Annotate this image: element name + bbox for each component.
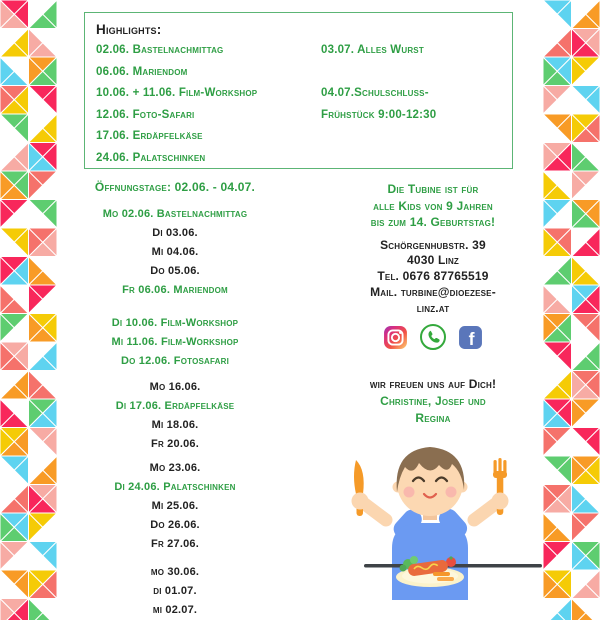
schedule-week bbox=[70, 378, 280, 454]
schedule-weeks bbox=[70, 205, 280, 620]
address-line: 4030 Linz bbox=[327, 253, 539, 269]
schedule-entry: Mo 16.06. bbox=[70, 378, 280, 397]
schedule-entry: di 01.07. bbox=[70, 582, 280, 601]
schedule-entry: Mi 18.06. bbox=[70, 416, 280, 435]
schedule-entry: Do 12.06. Fotosafari bbox=[70, 352, 280, 371]
schedule-week bbox=[70, 459, 280, 554]
schedule-entry: mi 02.07. bbox=[70, 601, 280, 620]
address-line: linz.at bbox=[327, 301, 539, 317]
intro-line: Die Tubine ist für bbox=[327, 181, 539, 198]
boy-eating-illustration bbox=[330, 430, 550, 600]
schedule-entry: Do 26.06. bbox=[70, 516, 280, 535]
schedule-week bbox=[70, 563, 280, 620]
schedule-entry: Di 10.06. Film-Workshop bbox=[70, 314, 280, 333]
schedule-entry: Mo 02.06. Bastelnachmittag bbox=[70, 205, 280, 224]
schedule-entry: Mo 23.06. bbox=[70, 459, 280, 478]
schedule-entry: Di 24.06. Palatschinken bbox=[70, 478, 280, 497]
signature-line: Christine, Josef und bbox=[327, 393, 539, 410]
schedule-entry: Fr 06.06. Mariendom bbox=[70, 281, 280, 300]
highlight-item: 17.06. Erdäpfelkäse bbox=[96, 126, 321, 148]
greeting-text: wir freuen uns auf Dich! bbox=[327, 376, 539, 393]
social-icons-row bbox=[327, 323, 539, 351]
schedule-week bbox=[70, 205, 280, 300]
highlight-item: 24.06. Palatschinken bbox=[96, 148, 321, 170]
whatsapp-icon[interactable] bbox=[419, 323, 447, 351]
highlights-right-column bbox=[321, 40, 512, 169]
intro-line: bis zum 14. Geburtstag! bbox=[327, 214, 539, 231]
highlight-item: 06.06. Mariendom bbox=[96, 62, 321, 84]
intro-line: alle Kids von 9 Jahren bbox=[327, 198, 539, 215]
tubine-intro-text bbox=[327, 181, 539, 231]
highlights-box bbox=[84, 12, 513, 169]
schedule-entry: Di 03.06. bbox=[70, 224, 280, 243]
highlight-item: 02.06. Bastelnachmittag bbox=[96, 40, 321, 62]
highlight-item: 03.07. Alles Wurst bbox=[321, 40, 512, 62]
highlight-item: 04.07.Schulschluss- bbox=[321, 83, 512, 105]
highlight-item: 12.06. Foto-Safari bbox=[96, 105, 321, 127]
highlights-left-column bbox=[96, 40, 321, 169]
left-border-pinwheel-pattern bbox=[0, 0, 57, 600]
info-column bbox=[327, 181, 539, 426]
opening-days-header: Öffnungstage: 02.06. - 04.07. bbox=[70, 178, 280, 196]
schedule-entry: Mi 11.06. Film-Workshop bbox=[70, 333, 280, 352]
schedule-entry: Fr 20.06. bbox=[70, 435, 280, 454]
schedule-entry: mo 30.06. bbox=[70, 563, 280, 582]
schedule-week bbox=[70, 314, 280, 371]
schedule-entry: Di 17.06. Erdäpfelkäse bbox=[70, 397, 280, 416]
schedule-entry: Fr 27.06. bbox=[70, 535, 280, 554]
instagram-icon[interactable] bbox=[383, 325, 408, 350]
schedule-entry: Mi 25.06. bbox=[70, 497, 280, 516]
schedule-column bbox=[70, 178, 280, 620]
address-line: Mail. turbine@dioezese- bbox=[327, 285, 539, 301]
signature-text bbox=[327, 393, 539, 426]
address-line: Schörgenhubstr. 39 bbox=[327, 238, 539, 254]
schedule-entry: Do 05.06. bbox=[70, 262, 280, 281]
address-block bbox=[327, 238, 539, 317]
highlight-item: Frühstück 9:00-12:30 bbox=[321, 105, 512, 127]
highlights-title: Highlights: bbox=[96, 20, 512, 40]
highlights-columns bbox=[96, 40, 512, 169]
facebook-icon[interactable] bbox=[458, 325, 483, 350]
right-border-pinwheel-pattern bbox=[543, 0, 600, 600]
highlight-item: 10.06. + 11.06. Film-Workshop bbox=[96, 83, 321, 105]
schedule-entry: Mi 04.06. bbox=[70, 243, 280, 262]
address-line: Tel. 0676 87765519 bbox=[327, 269, 539, 285]
svg-text:f: f bbox=[469, 329, 475, 349]
signature-line: Regina bbox=[327, 410, 539, 427]
